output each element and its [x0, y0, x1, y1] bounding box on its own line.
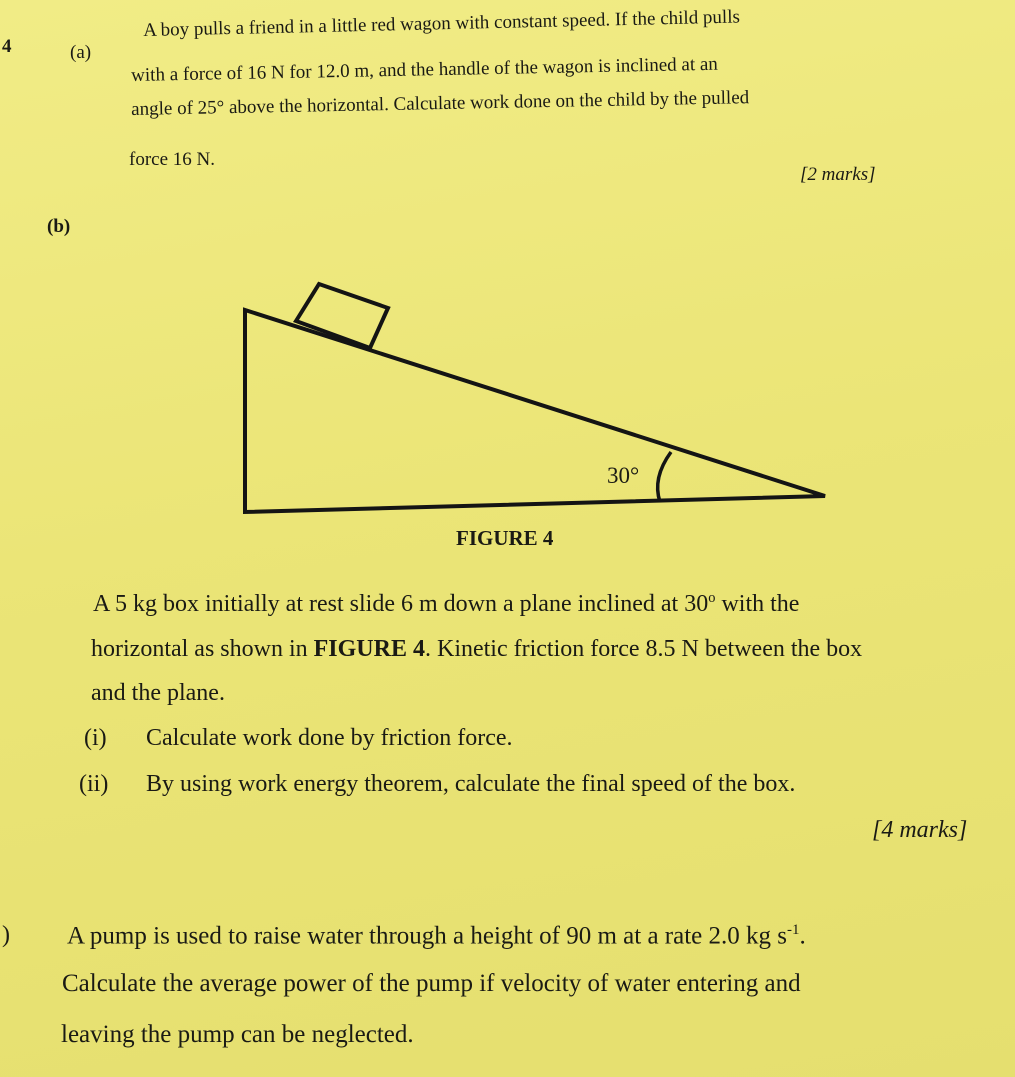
- angle-label: 30°: [607, 463, 640, 488]
- part-c-line-2: Calculate the average power of the pump if velocity of water entering and: [62, 970, 801, 997]
- part-a-line-3: angle of 25° above the horizontal. Calculate work done on the child by the pulled: [131, 87, 750, 120]
- incline-triangle: [245, 310, 825, 512]
- angle-arc: [658, 452, 671, 502]
- part-a-line-2: with a force of 16 N for 12.0 m, and the handle of the wagon is inclined at an: [131, 53, 719, 86]
- question-number-fragment: 4: [2, 36, 12, 57]
- part-c-line-1: [67, 922, 806, 950]
- unit-exponent: -1: [786, 922, 800, 938]
- subpart-i-text: Calculate work done by friction force.: [146, 725, 513, 751]
- part-b-text-line-3: and the plane.: [91, 680, 225, 706]
- subpart-ii-label: (ii): [79, 771, 109, 797]
- text-segment: .: [799, 922, 806, 950]
- figure-reference: FIGURE 4: [313, 636, 425, 662]
- part-b-text-line-2: [91, 636, 862, 663]
- text-segment: A pump is used to raise water through a height of 90 m at a rate 2.0 kg s: [67, 922, 787, 950]
- figure-caption: FIGURE 4: [456, 526, 554, 550]
- part-b-label: (b): [47, 216, 71, 237]
- subpart-i-label: (i): [84, 725, 107, 751]
- text-segment: . Kinetic friction force 8.5 N between the box: [424, 636, 863, 662]
- text-segment: A 5 kg box initially at rest slide 6 m down a plane inclined at: [93, 591, 685, 617]
- part-a-marks: [2 marks]: [800, 164, 876, 185]
- text-segment: horizontal as shown in: [91, 636, 314, 662]
- part-b-text-line-1: [93, 590, 799, 618]
- part-c-label: ): [2, 922, 10, 948]
- part-a-line-4: force 16 N.: [129, 149, 215, 170]
- text-segment: with the: [715, 591, 800, 617]
- part-a-line-1: A boy pulls a friend in a little red wagon with constant speed. If the child pulls: [143, 6, 741, 41]
- angle-value: 30: [684, 591, 709, 617]
- box-on-incline: [296, 284, 388, 348]
- part-a-label: (a): [70, 42, 92, 63]
- subpart-ii-text: By using work energy theorem, calculate the final speed of the box.: [146, 771, 796, 797]
- part-c-line-3: leaving the pump can be neglected.: [61, 1021, 414, 1048]
- part-b-marks: [4 marks]: [872, 817, 968, 843]
- degree-symbol: o: [708, 590, 716, 606]
